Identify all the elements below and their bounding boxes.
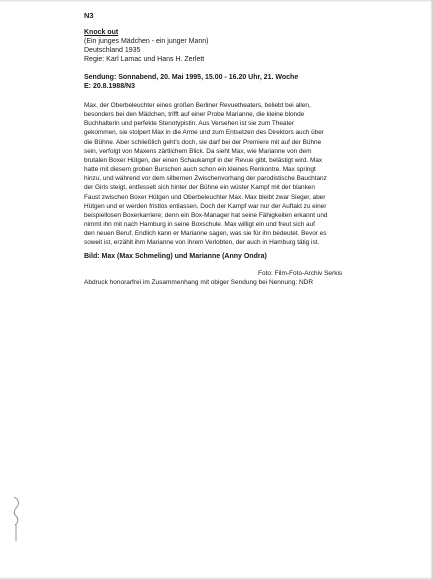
photo-credit: Foto: Film-Foto-Archiv Serkis — [258, 270, 343, 277]
broadcast-info — [84, 73, 298, 91]
scan-edge-top — [0, 0, 433, 2]
film-header — [84, 28, 209, 64]
film-title: Knock out — [84, 29, 119, 36]
handwritten-margin-mark — [4, 495, 28, 543]
usage-note: Abdruck honorarfrei im Zusammenhang mit obiger Sendung bei Nennung: NDR — [84, 279, 314, 286]
broadcast-first-air-line: E: 20.8.1988/N3 — [84, 83, 135, 90]
film-country-year: Deutschland 1935 — [84, 47, 141, 54]
broadcast-date-line: Sendung: Sonnabend, 20. Mai 1995, 15.00 - 16.20 Uhr, 21. Woche — [84, 74, 299, 81]
document-code: N3 — [84, 11, 94, 20]
film-director: Regie: Karl Lamac und Hans H. Zerlett — [84, 56, 205, 63]
film-subtitle: (Ein junges Mädchen - ein junger Mann) — [84, 38, 209, 45]
image-caption: Bild: Max (Max Schmeling) und Marianne (Anny Ondra) — [84, 253, 267, 260]
synopsis-paragraph: Max, der Oberbeleuchter eines großen Berliner Revuetheaters, beliebt bei allen, besonders bei den Mädchen, trifft auf einer Probe Marianne, die kleine blonde Buchhalterin und perfekte Stenotypistin. Aus Versehen ist sie zum Theater gekommen, sie stolpert Max in die Arme und zum Entsetzen des Direktors auch über die Bühne. Aber schließlich geht's doch, sie darf bei der Premiere mit auf der Bühne sein, verfolgt von Maxens zärtlichem Blick. Da sieht Max, wie Marianne von dem brutalen Boxer Hütgen, der einen Schaukampf in der Revue gibt, belästigt wird. Max hatte mit diesem groben Burschen auch schon ein kleines Renkontre. Max springt hinzu, und während vor dem silbernen Zwischenvorhang der parodistische Bauchtanz der Girls steigt, entfesselt sich hinter der Bühne ein wüster Kampf mit der blanken Faust zwischen Boxer Hütgen und Oberbeleuchter Max. Max bleibt zwar Sieger, aber Hütgen und er werden fristlos entlassen. Doch der Kampf war nur der Auftakt zu einer beispiellosen Boxerkarriere; denn ein Box-Manager hat seine Fähigkeiten erkannt und nimmt ihn mit nach Hamburg in seine Boxschule. Max willigt ein und freut sich auf den neuen Beruf. Endlich kann er Marianne sagen, was sie für ihn bedeutet. Bevor es soweit ist, erzählt ihm Marianne von ihrem Verlobten, der auch in Hamburg tätig ist. — [84, 102, 328, 247]
